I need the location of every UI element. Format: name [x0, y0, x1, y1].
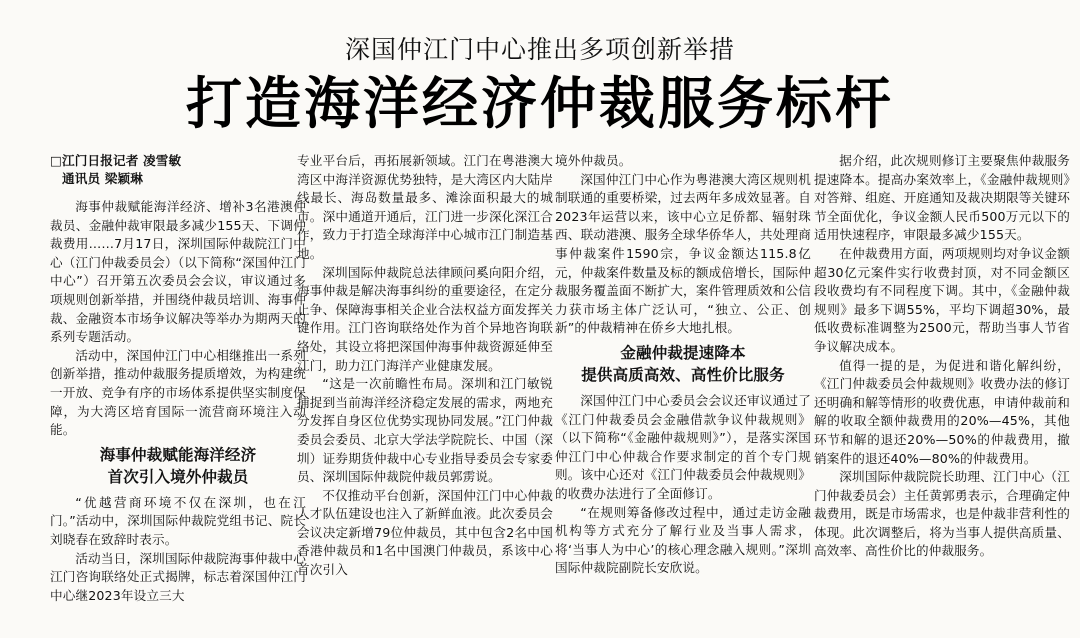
paragraph: “这是一次前瞻性布局。深圳和江门敏锐捕捉到当前海洋经济稳定发展的需求，两地充分发挥自身区位优势实现协同发展。”江门仲裁委员会委员、北京大学法学院院长、中国（深圳）证券期货仲裁中心专业指导委员会专家委员、深圳国际仲裁院仲裁员郭雳说。 — [297, 376, 553, 485]
paragraph: 海事仲裁赋能海洋经济、增补3名港澳仲裁员、金融仲裁审限最多减少155天、下调仲裁费用……7月17日，深圳国际仲裁院江门中心（江门仲裁委员会）（以下简称“深国仲江门中心”）召开第五次委员会会议，审议通过多项规则创新举措，并围绕仲裁员培训、海事仲裁、金融资本市场争议解决等举办为期两天的系列专题活动。 — [50, 199, 306, 345]
article-headline: 打造海洋经济仲裁服务标杆 — [186, 71, 894, 137]
article-column-3 — [555, 152, 811, 630]
paragraph: 活动当日，深圳国际仲裁院海事仲裁中心江门咨询联络处正式揭牌，标志着深国仲江门中心继2023年设立三大 — [50, 550, 306, 603]
paragraph: 活动中，深国仲江门中心相继推出一系列创新举措，推动仲裁服务提质增效，为构建统一开放、竞争有序的市场体系提供坚实制度保障，为大湾区培育国际一流营商环境注入动能。 — [50, 347, 306, 438]
paragraph: “优越营商环境不仅在深圳，也在江门。”活动中，深圳国际仲裁院党组书记、院长刘晓春在致辞时表示。 — [50, 494, 306, 547]
paragraph: 专业平台后，再拓展新领域。江门在粤港澳大湾区中海洋资源优势独特，是大湾区内大陆岸线最长、海岛数量最多、滩涂面积最大的城市。深中通道开通后，江门进一步深化深江合作，致力于打造全球海洋中心城市江门制造基地。 — [297, 153, 553, 261]
article-column-2 — [297, 152, 553, 630]
section-heading-line: 海事仲裁赋能海洋经济 — [99, 445, 257, 464]
paragraph: “在规则筹备修改过程中，通过走访金融机构等方式充分了解行业及当事人需求，将‘当事人为中心’的核心理念融入规则。”深圳国际仲裁院副院长安欣说。 — [555, 504, 811, 576]
article-column-4 — [814, 152, 1070, 630]
paragraph: 境外仲裁员。 — [555, 153, 632, 168]
article-subtitle: 深国仲江门中心推出多项创新举措 — [344, 35, 735, 64]
section-heading-2 — [555, 342, 811, 386]
paragraph: 深圳国际仲裁院总法律顾问奚向阳介绍，海事仲裁是解决海事纠纷的重要途径，在定分止争、保障海事相关企业合法权益方面发挥关键作用。江门咨询联络处作为首个异地咨询联络处，其设立将把深国仲海事仲裁资源延伸至江门，助力江门海洋产业健康发展。 — [297, 264, 553, 373]
paragraph: 据介绍，此次规则修订主要聚焦仲裁服务提速降本。提高办案效率上，《金融仲裁规则》对答辩、组庭、开庭通知及裁决期限等关键环节全面优化，争议金额人民币500万元以下的适用快速程序，审限最多减少155天。 — [814, 153, 1070, 243]
section-heading-line: 提供高质高效、高性价比服务 — [581, 365, 785, 384]
paragraph: 值得一提的是，为促进和谐化解纠纷，《江门仲裁委员会仲裁规则》收费办法的修订还明确和解等情形的收费优惠，申请仲裁前和解的收取全额仲裁费用的20%—45%，其他环节和解的退还20%—50%的仲裁费用，撤销案件的退还40%—80%的仲裁费用。 — [814, 357, 1070, 466]
section-heading-line: 首次引入境外仲裁员 — [107, 467, 249, 486]
paragraph: 在仲裁费用方面，两项规则均对争议金额超30亿元案件实行收费封顶，对不同金额区段收费均有不同程度下调。其中，《金融仲裁规则》最多下调55%，平均下调超30%，最低收费标准调整为2500元，帮助当事人节省争议解决成本。 — [814, 245, 1070, 354]
article-column-1 — [50, 152, 306, 630]
paragraph: 深国仲江门中心委员会会议还审议通过了《江门仲裁委员会金融借款争议仲裁规则》（以下简称“《金融仲裁规则》”），是落实深国仲江门中心仲裁合作要求制定的首个专门规则。该中心还对《江门仲裁委员会仲裁规则》的收费办法进行了全面修订。 — [555, 392, 811, 501]
byline-reporter: □江门日报记者 凌雪敏 — [50, 153, 182, 168]
paragraph: 深国仲江门中心作为粤港澳大湾区规则机制联通的重要桥梁，过去两年多成效显著。自2023年运营以来，该中心立足侨都、辐射珠西、联动港澳、服务全球华侨华人，共处理商事仲裁案件1590宗，争议金额达115.8亿元，仲裁案件数量及标的额成倍增长，国际仲裁服务覆盖面不断扩大，案件管理质效和公信力获市场主体广泛认可，“独立、公正、创新”的仲裁精神在侨乡大地扎根。 — [555, 171, 811, 336]
section-heading-line: 金融仲裁提速降本 — [620, 343, 746, 362]
byline-correspondent: 通讯员 梁颖琳 — [62, 171, 143, 186]
paragraph: 深圳国际仲裁院院长助理、江门中心（江门仲裁委员会）主任黄郭勇表示，合理确定仲裁费用，既是市场需求，也是仲裁非营利性的体现。此次调整后，将为当事人提供高质量、高效率、高性价比的仲裁服务。 — [814, 469, 1070, 559]
paragraph: 不仅推动平台创新，深国仲江门中心仲裁人才队伍建设也注入了新鲜血液。此次委员会会议决定新增79位仲裁员，其中包含2名中国香港仲裁员和1名中国澳门仲裁员，系该中心首次引入 — [297, 487, 553, 578]
section-heading-1 — [50, 444, 306, 488]
